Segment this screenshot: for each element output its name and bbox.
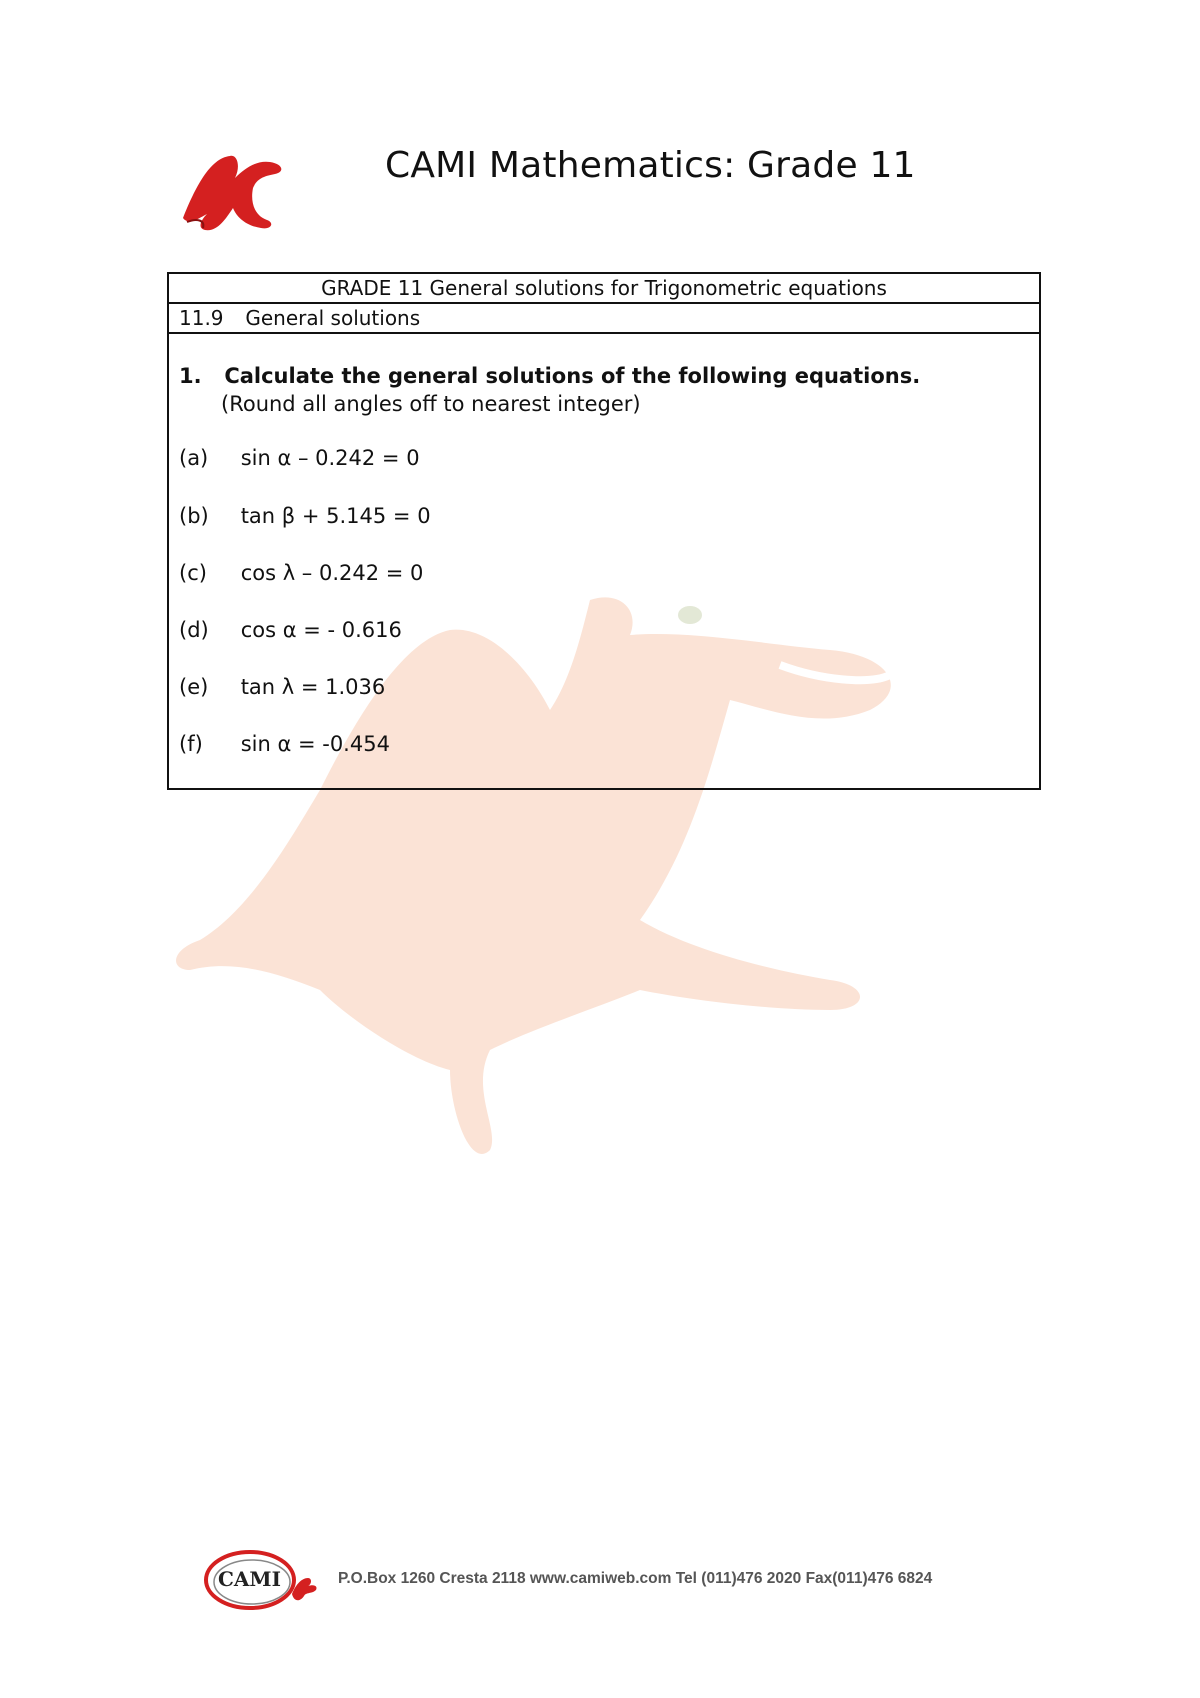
equation-label: (f)	[179, 732, 203, 756]
equation-text: cos λ – 0.242 = 0	[240, 561, 424, 585]
page-footer	[200, 1548, 1020, 1618]
worksheet-heading: GRADE 11 General solutions for Trigonometric equations	[169, 274, 1039, 304]
equation-text: sin α – 0.242 = 0	[240, 446, 420, 470]
equation-label: (d)	[179, 618, 209, 642]
footer-contact: P.O.Box 1260 Cresta 2118 www.camiweb.com Tel (011)476 2020 Fax(011)476 6824	[338, 1570, 933, 1587]
section-number: 11.9	[179, 306, 224, 330]
equation-item	[179, 675, 385, 699]
equation-label: (a)	[179, 446, 209, 470]
cami-footer-logo	[200, 1548, 325, 1618]
equation-item	[179, 618, 402, 642]
question-number: 1.	[179, 364, 202, 388]
section-row	[169, 304, 1039, 334]
question-line	[179, 364, 920, 388]
section-title: General solutions	[245, 306, 421, 330]
question-instruction: (Round all angles off to nearest integer)	[221, 392, 641, 416]
question-text: Calculate the general solutions of the following equations.	[224, 364, 921, 388]
footer-logo-text: CAMI	[218, 1567, 281, 1591]
equation-item	[179, 732, 390, 756]
worksheet-box	[167, 272, 1041, 790]
equation-label: (c)	[179, 561, 207, 585]
cami-camel-logo	[175, 148, 295, 236]
equation-item	[179, 446, 420, 470]
equation-text: tan λ = 1.036	[240, 675, 386, 699]
page-title: CAMI Mathematics: Grade 11	[385, 145, 916, 186]
equation-text: sin α = -0.454	[240, 732, 390, 756]
equation-label: (b)	[179, 504, 209, 528]
equation-text: cos α = - 0.616	[240, 618, 402, 642]
equation-label: (e)	[179, 675, 209, 699]
equation-text: tan β + 5.145 = 0	[240, 504, 431, 528]
equation-item	[179, 504, 431, 528]
equation-item	[179, 561, 423, 585]
